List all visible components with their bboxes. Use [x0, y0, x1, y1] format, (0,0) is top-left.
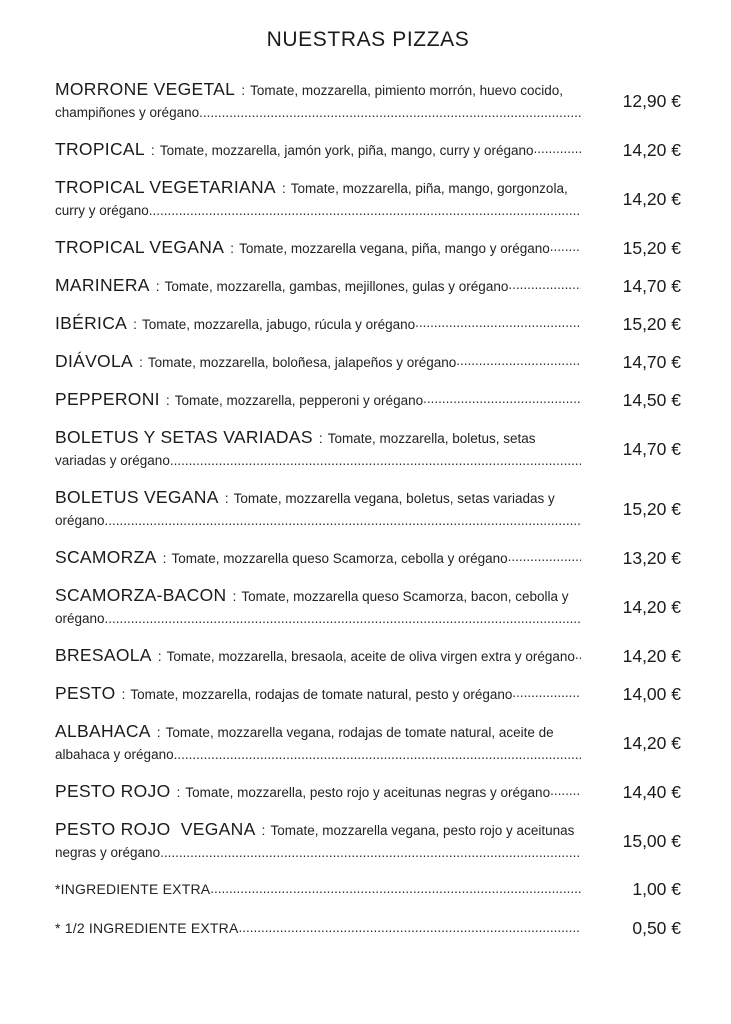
item-separator: : — [230, 240, 235, 256]
item-name: DIÁVOLA — [55, 351, 133, 371]
item-description: Tomate, mozzarella vegana, rodajas de tomate natural, aceite de albahaca y orégano — [55, 725, 554, 762]
menu-item — [55, 176, 681, 222]
item-name: TROPICAL — [55, 139, 145, 159]
item-separator: : — [241, 82, 246, 98]
item-price: 14,70 € — [622, 438, 681, 459]
item-description: Tomate, mozzarella, jabugo, rúcula y orégano — [142, 317, 416, 332]
item-description: Tomate, mozzarella, rodajas de tomate natural, pesto y orégano — [130, 687, 513, 702]
item-description: Tomate, mozzarella queso Scamorza, bacon, cebolla y orégano — [55, 589, 569, 626]
item-description: Tomate, mozzarella vegana, pesto rojo y aceitunas negras y orégano — [55, 823, 575, 860]
item-price: 13,20 € — [622, 547, 681, 568]
item-price: 12,90 € — [622, 90, 681, 111]
item-separator: : — [121, 686, 126, 702]
item-name: PESTO — [55, 683, 116, 703]
item-entry — [55, 720, 581, 766]
item-entry — [55, 780, 581, 804]
item-price: 14,20 € — [622, 188, 681, 209]
item-separator: : — [138, 354, 143, 370]
item-separator: : — [281, 180, 286, 196]
menu-item — [55, 644, 681, 668]
item-entry — [55, 546, 581, 570]
item-price: 15,00 € — [622, 830, 681, 851]
item-entry — [55, 682, 581, 706]
item-description: Tomate, mozzarella queso Scamorza, cebolla y orégano — [171, 551, 508, 566]
extra-entry — [55, 878, 581, 901]
extra-item — [55, 917, 681, 940]
item-description: Tomate, mozzarella vegana, boletus, setas variadas y orégano — [55, 491, 555, 528]
item-separator: : — [224, 490, 229, 506]
menu-item — [55, 546, 681, 570]
item-entry — [55, 644, 581, 668]
item-separator: : — [165, 392, 170, 408]
item-description: Tomate, mozzarella, pimiento morrón, huevo cocido, champiñones y orégano — [55, 83, 563, 120]
item-entry — [55, 138, 581, 162]
item-description: Tomate, mozzarella, boletus, setas variadas y orégano — [55, 431, 536, 468]
extra-entry — [55, 917, 581, 940]
item-price: 14,70 € — [622, 275, 681, 296]
item-name: TROPICAL VEGANA — [55, 237, 225, 257]
item-entry — [55, 350, 581, 374]
item-name: MARINERA — [55, 275, 150, 295]
item-price: 14,20 € — [622, 596, 681, 617]
item-price: 14,20 € — [622, 645, 681, 666]
item-entry — [55, 78, 581, 124]
item-name: ALBAHACA — [55, 721, 151, 741]
item-price: 14,40 € — [622, 781, 681, 802]
item-separator: : — [176, 784, 181, 800]
item-separator: : — [162, 550, 167, 566]
item-entry — [55, 388, 581, 412]
extra-label: *INGREDIENTE EXTRA — [55, 881, 211, 897]
menu-item — [55, 584, 681, 630]
menu-item — [55, 780, 681, 804]
menu-item — [55, 274, 681, 298]
item-entry — [55, 176, 581, 222]
item-description: Tomate, mozzarella vegana, piña, mango y orégano — [239, 241, 550, 256]
menu-item — [55, 388, 681, 412]
item-name: SCAMORZA-BACON — [55, 585, 227, 605]
item-description: Tomate, mozzarella, boloñesa, jalapeños y orégano — [147, 355, 457, 370]
item-price: 15,20 € — [622, 498, 681, 519]
item-separator: : — [155, 278, 160, 294]
menu-item — [55, 138, 681, 162]
item-description: Tomate, mozzarella, pesto rojo y aceitunas negras y orégano — [185, 785, 551, 800]
menu-item — [55, 720, 681, 766]
item-description: Tomate, mozzarella, jamón york, piña, mango, curry y orégano — [159, 143, 534, 158]
item-entry — [55, 584, 581, 630]
menu-item — [55, 350, 681, 374]
item-price: 15,20 € — [622, 237, 681, 258]
item-entry — [55, 312, 581, 336]
item-price: 14,50 € — [622, 389, 681, 410]
item-name: PEPPERONI — [55, 389, 160, 409]
item-price: 15,20 € — [622, 313, 681, 334]
item-name: PESTO ROJO — [55, 781, 171, 801]
item-name: PESTO ROJO VEGANA — [55, 819, 256, 839]
item-name: TROPICAL VEGETARIANA — [55, 177, 276, 197]
item-price: 14,20 € — [622, 139, 681, 160]
item-separator: : — [318, 430, 323, 446]
menu-list — [55, 78, 681, 864]
menu-item — [55, 426, 681, 472]
item-name: IBÉRICA — [55, 313, 128, 333]
page-title: NUESTRAS PIZZAS — [266, 28, 470, 51]
item-separator: : — [261, 822, 266, 838]
extra-item — [55, 878, 681, 901]
item-name: BOLETUS VEGANA — [55, 487, 219, 507]
item-name: SCAMORZA — [55, 547, 157, 567]
item-separator: : — [232, 588, 237, 604]
extra-label: * 1/2 INGREDIENTE EXTRA — [55, 920, 239, 936]
item-entry — [55, 274, 581, 298]
item-description: Tomate, mozzarella, piña, mango, gorgonzola, curry y orégano — [55, 181, 568, 218]
item-separator: : — [157, 648, 162, 664]
item-entry — [55, 486, 581, 532]
item-name: MORRONE VEGETAL — [55, 79, 236, 99]
item-entry — [55, 236, 581, 260]
item-name: BOLETUS Y SETAS VARIADAS — [55, 427, 313, 447]
extras-list — [55, 878, 681, 940]
item-price: 14,00 € — [622, 683, 681, 704]
extra-price: 0,50 € — [632, 918, 681, 938]
extra-price: 1,00 € — [632, 879, 681, 899]
item-separator: : — [133, 316, 138, 332]
item-description: Tomate, mozzarella, bresaola, aceite de oliva virgen extra y orégano — [166, 649, 575, 664]
item-description: Tomate, mozzarella, pepperoni y orégano — [174, 393, 424, 408]
item-separator: : — [150, 142, 155, 158]
item-entry — [55, 818, 581, 864]
menu-item — [55, 312, 681, 336]
item-entry — [55, 426, 581, 472]
menu-item — [55, 236, 681, 260]
item-separator: : — [156, 724, 161, 740]
item-description: Tomate, mozzarella, gambas, mejillones, gulas y orégano — [164, 279, 509, 294]
menu-item — [55, 486, 681, 532]
item-name: BRESAOLA — [55, 645, 152, 665]
menu-item — [55, 818, 681, 864]
item-price: 14,70 € — [622, 351, 681, 372]
menu-item — [55, 682, 681, 706]
menu-item — [55, 78, 681, 124]
item-price: 14,20 € — [622, 732, 681, 753]
